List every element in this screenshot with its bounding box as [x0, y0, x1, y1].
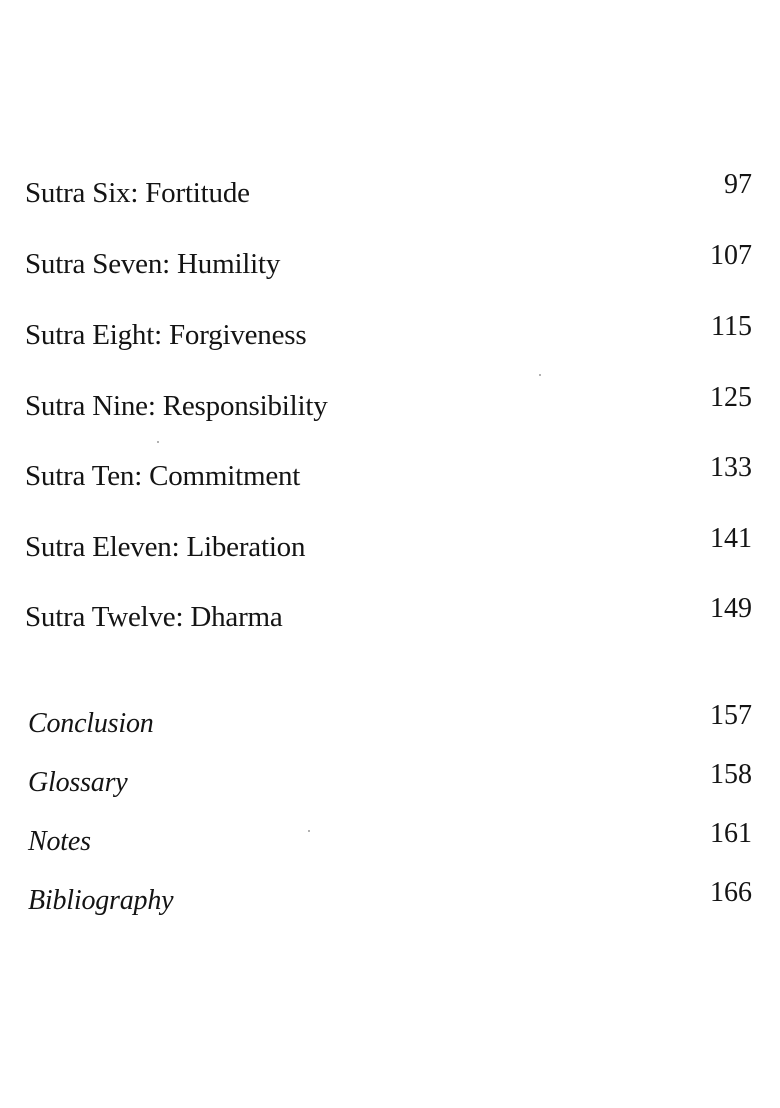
toc-entry-page: 158 [710, 759, 752, 790]
toc-entry-title: Sutra Eleven: Liberation [25, 531, 306, 563]
toc-entry-title: Sutra Nine: Responsibility [25, 390, 328, 422]
toc-entry-title: Notes [28, 826, 91, 857]
toc-entry-glossary[interactable] [0, 759, 780, 803]
toc-entry-page: 157 [710, 700, 752, 731]
toc-entry-page: 125 [710, 382, 752, 413]
toc-entry-title: Sutra Twelve: Dharma [25, 601, 283, 633]
toc-entry-page: 141 [710, 523, 752, 554]
toc-entry-page: 161 [710, 818, 752, 849]
toc-entry-title: Bibliography [28, 885, 174, 916]
toc-entry-title: Sutra Six: Fortitude [25, 177, 250, 209]
toc-entry-conclusion[interactable] [0, 700, 780, 744]
toc-entry-sutra-seven[interactable] [0, 240, 780, 284]
toc-entry-page: 166 [710, 877, 752, 908]
toc-entry-notes[interactable] [0, 818, 780, 862]
toc-entry-sutra-six[interactable] [0, 169, 780, 213]
toc-entry-title: Sutra Eight: Forgiveness [25, 319, 307, 351]
toc-entry-sutra-nine[interactable] [0, 382, 780, 426]
toc-entry-title: Glossary [28, 767, 128, 798]
toc-entry-title: Sutra Ten: Commitment [25, 460, 301, 492]
toc-entry-page: 149 [710, 593, 752, 624]
toc-entry-page: 97 [724, 169, 752, 200]
toc-entry-sutra-twelve[interactable] [0, 593, 780, 637]
toc-entry-bibliography[interactable] [0, 877, 780, 921]
toc-entry-sutra-eight[interactable] [0, 311, 780, 355]
toc-entry-page: 107 [710, 240, 752, 271]
paper-speck [308, 830, 310, 832]
toc-entry-page: 133 [710, 452, 752, 483]
toc-entry-title: Sutra Seven: Humility [25, 248, 281, 280]
toc-entry-sutra-eleven[interactable] [0, 523, 780, 567]
paper-speck [539, 374, 541, 376]
paper-speck [157, 441, 159, 443]
toc-entry-sutra-ten[interactable] [0, 452, 780, 496]
toc-entry-page: 115 [711, 311, 752, 342]
toc-entry-title: Conclusion [28, 708, 154, 739]
